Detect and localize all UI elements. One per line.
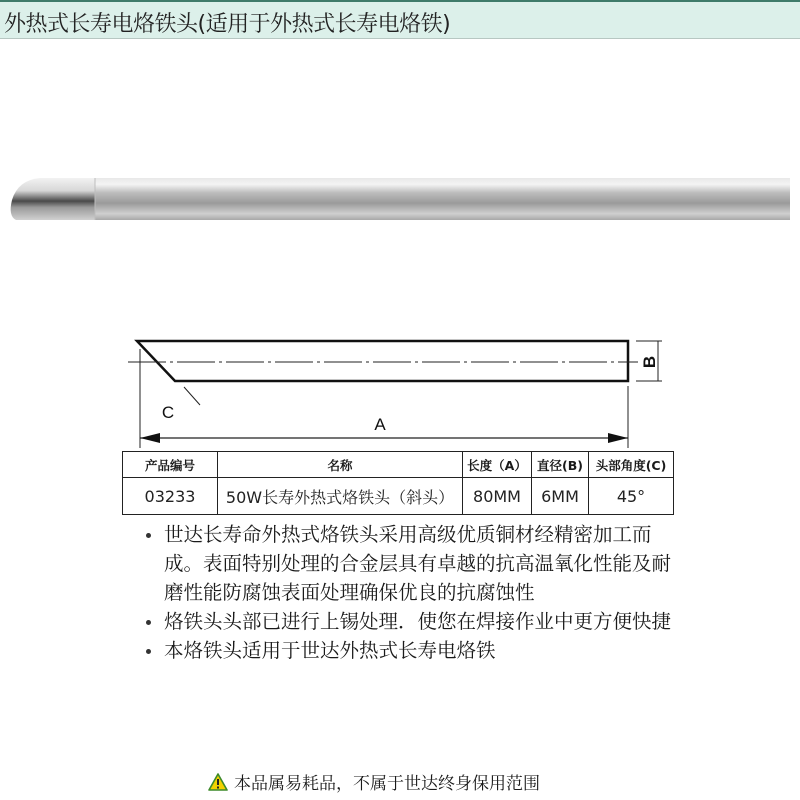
feature-text: 世达长寿命外热式烙铁头采用高级优质铜材经精密加工而成。表面特别处理的合金层具有卓越的抗高温氧化性能及耐磨性能防腐蚀表面处理确保优良的抗腐蚀性: [164, 523, 672, 604]
cell-length: 80MM: [463, 478, 532, 515]
feature-item: [146, 607, 686, 636]
label-a: A: [374, 415, 386, 434]
bullet-icon: [146, 533, 151, 538]
table-row: [123, 478, 674, 515]
col-header-name: 名称: [218, 452, 463, 478]
footer-warning: [208, 769, 540, 794]
cell-name: 50W长寿外热式烙铁头（斜头）: [218, 478, 463, 515]
table-header-row: [123, 452, 674, 478]
feature-item: [146, 636, 686, 665]
col-header-tip-angle: 头部角度(C): [589, 452, 674, 478]
label-b: B: [640, 355, 659, 369]
header-bar: [0, 0, 800, 39]
feature-item: [146, 520, 686, 607]
label-c: C: [161, 403, 175, 422]
dimension-diagram: [100, 320, 700, 450]
col-header-product-code: 产品编号: [123, 452, 218, 478]
bullet-icon: [146, 620, 151, 625]
page-title: 外热式长寿电烙铁头(适用于外热式长寿电烙铁): [4, 12, 451, 37]
cell-tip-angle: 45°: [589, 478, 674, 515]
col-header-length: 长度（A）: [463, 452, 532, 478]
bullet-icon: [146, 649, 151, 654]
footer-note-text: 本品属易耗品，不属于世达终身保用范围: [234, 774, 540, 794]
cell-diameter: 6MM: [532, 478, 589, 515]
feature-text: 烙铁头头部已进行上锡处理．使您在焊接作业中更方便快捷: [164, 610, 672, 633]
cell-product-code: 03233: [123, 478, 218, 515]
soldering-tip-image: [0, 170, 800, 230]
spec-table: [122, 451, 674, 515]
col-header-diameter: 直径(B): [532, 452, 589, 478]
warning-icon: [208, 773, 228, 791]
feature-text: 本烙铁头适用于世达外热式长寿电烙铁: [164, 639, 496, 662]
feature-list: [146, 520, 686, 665]
